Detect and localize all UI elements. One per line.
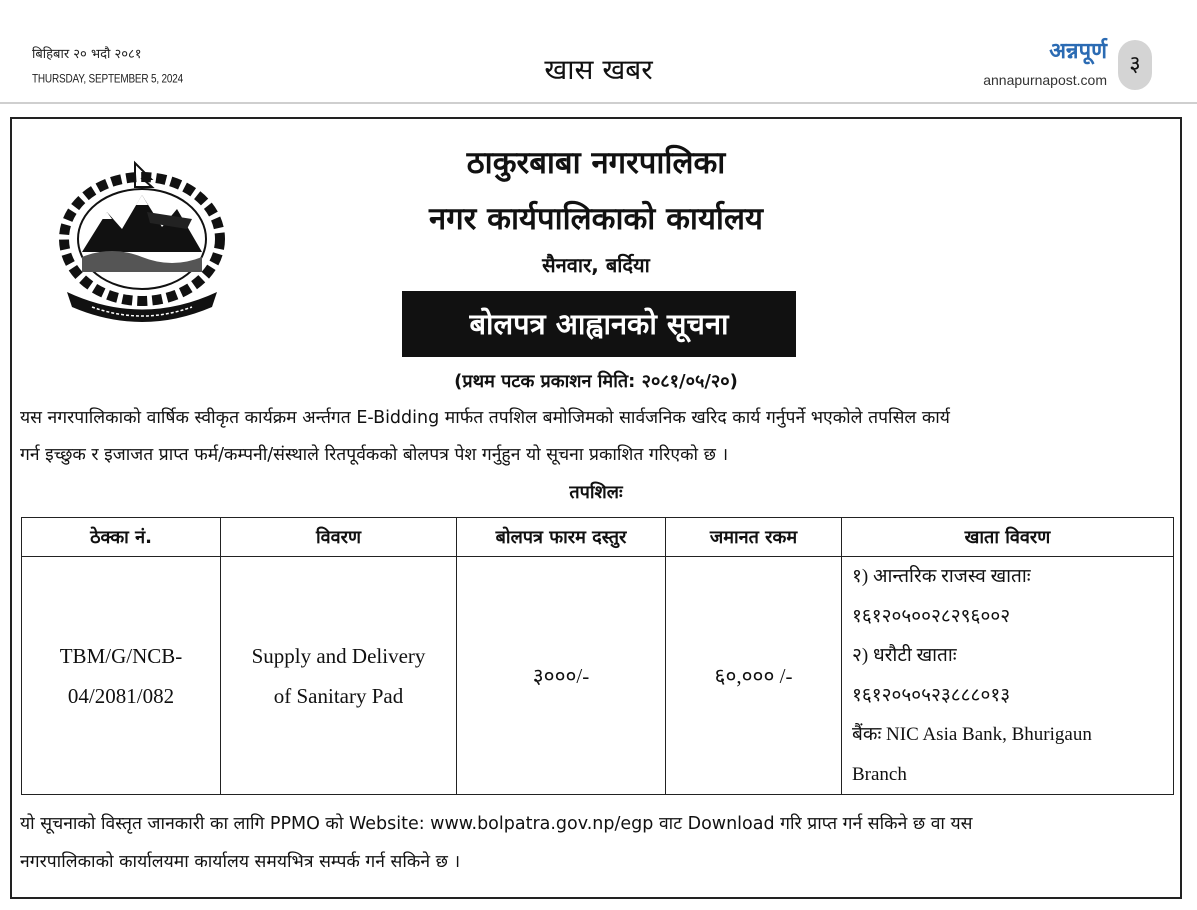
notice-banner: बोलपत्र आह्वानको सूचना [402, 291, 796, 357]
tender-notice [10, 117, 1182, 899]
account-line: २) धरौटी खाताः [852, 645, 957, 666]
intro-line: गर्न इच्छुक र इजाजत प्राप्त फर्म/कम्पनी/संस्थाले रितपूर्वकको बोलपत्र पेश गर्नुहुन यो सूचना प्रकाशित गरिएको छ । [20, 445, 729, 465]
office-location: सैनवार, बर्दिया [542, 253, 650, 277]
account-line: १६१२०५००२८२९६००२ [852, 605, 1011, 627]
newspaper-brand [983, 40, 1107, 88]
col-header-security: जमानत रकम [666, 518, 842, 557]
date-english: THURSDAY, SEPTEMBER 5, 2024 [32, 73, 183, 86]
account-line: बैंकः NIC Asia Bank, Bhurigaun [852, 724, 1092, 745]
page-number: ३ [1118, 40, 1152, 90]
form-fee-cell: ३०००/- [457, 557, 666, 795]
table-row [22, 557, 1174, 795]
brand-logo-text: अन्नपूर्ण [1049, 39, 1107, 64]
contract-number-cell [22, 557, 221, 795]
description-line: of Sanitary Pad [273, 683, 404, 708]
date-nepali: बिहिबार २० भदौ २०८१ [32, 47, 142, 62]
brand-url: annapurnapost.com [983, 72, 1107, 88]
col-header-description: विवरण [221, 518, 457, 557]
footer-line: नगरपालिकाको कार्यालयमा कार्यालय समयभित्र सम्पर्क गर्न सकिने छ । [20, 852, 461, 872]
municipality-name: ठाकुरबाबा नगरपालिका [466, 145, 726, 181]
tender-table [21, 517, 1174, 795]
contract-number-line: TBM/G/NCB- [59, 643, 183, 668]
security-amount-cell: ६०,००० /- [666, 557, 842, 795]
intro-paragraph [20, 400, 1176, 474]
newspaper-header [0, 0, 1197, 105]
details-heading: तपशिलः [569, 482, 623, 503]
footer-line: यो सूचनाको विस्तृत जानकारी का लागि PPMO को Website: www.bolpatra.gov.np/egp वाट Download गरि प्राप्त गर्न सकिने छ वा यस [20, 814, 973, 834]
section-title: खास खबर [544, 53, 653, 86]
account-details-cell [842, 557, 1174, 795]
description-line: Supply and Delivery [251, 643, 426, 668]
col-header-contract-no: ठेक्का नं. [22, 518, 221, 557]
footer-paragraph [20, 805, 1176, 881]
account-line: Branch [852, 763, 907, 785]
office-name: नगर कार्यपालिकाको कार्यालय [429, 201, 763, 237]
account-line: १६१२०५०५२३८८८०१३ [852, 684, 1011, 706]
col-header-account: खाता विवरण [842, 518, 1174, 557]
description-cell [221, 557, 457, 795]
col-header-form-fee: बोलपत्र फारम दस्तुर [457, 518, 666, 557]
account-line: १) आन्तरिक राजस्व खाताः [852, 566, 1031, 587]
contract-number-line: 04/2081/082 [67, 683, 175, 708]
intro-line: यस नगरपालिकाको वार्षिक स्वीकृत कार्यक्रम अर्न्तगत E-Bidding मार्फत तपशिल बमोजिमको सार्वजनिक खरिद कार्य गर्नुपर्ने भएकोले तपसिल कार्य [20, 408, 950, 428]
table-header-row [22, 518, 1174, 557]
publication-date: (प्रथम पटक प्रकाशन मिति: २०८१/०५/२०) [454, 371, 738, 392]
header-divider [0, 102, 1197, 104]
